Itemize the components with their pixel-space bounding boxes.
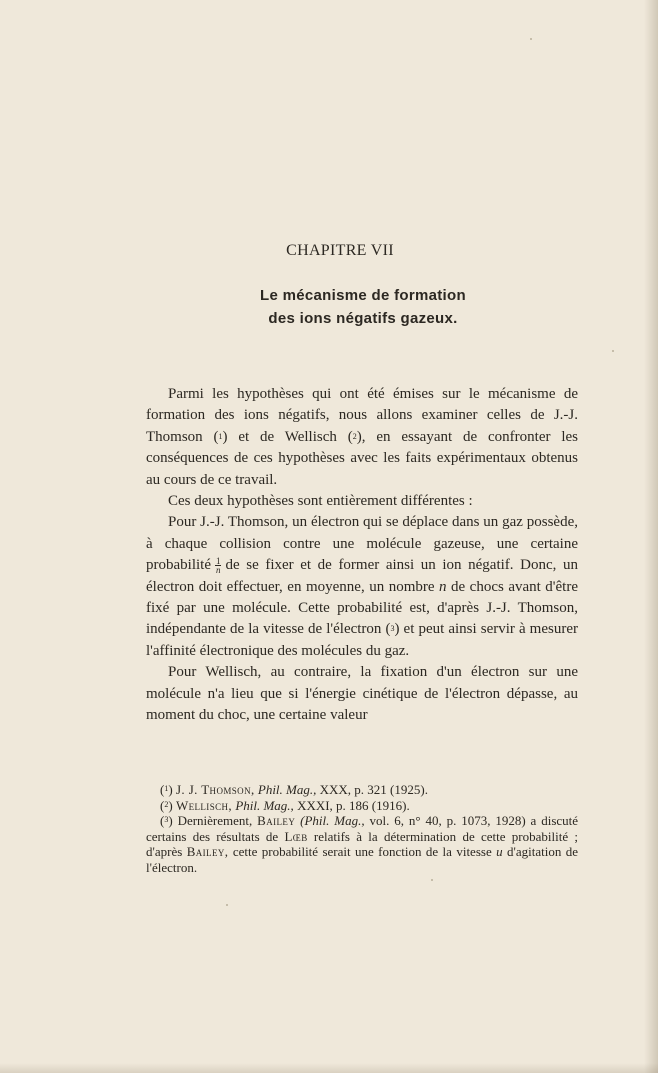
page-edge-shadow-right	[644, 0, 658, 1073]
footnote-3-text-c: relatifs à la détermination de cette probabilité ; d'après	[146, 828, 578, 860]
paragraph-1-text-c: ), en essayant de confronter les conséquences de ces hypothèses avec les faits expérimentaux obtenus au cours de ce travail.	[146, 428, 578, 488]
footnote-3-text-b: vol. 6, n° 40, p. 1073, 1928) a discuté certains des résultats de	[146, 813, 579, 844]
variable-n: n	[439, 578, 447, 595]
fraction-denominator: n	[215, 565, 221, 576]
fraction-numerator: 1	[215, 556, 221, 567]
paper-speck	[530, 38, 532, 40]
footnote-ref-2: 2	[352, 431, 357, 441]
footnote-2: ($^2$) Wellisch, Phil. Mag., XXXI, p. 186 (1916).	[160, 797, 410, 813]
paragraph-4: Pour Wellisch, au contraire, la fixation d'un électron sur une molécule n'a lieu que si l'énergie cinétique de l'électron dépasse, au moment du choc, une certaine valeur	[146, 664, 578, 724]
paragraph-3-text-d: ) et peut ainsi servir à mesurer l'affinité électronique des molécules du gaz.	[146, 621, 578, 659]
footnote-2-mark: 2	[164, 799, 169, 809]
footnote-3-author: Bailey	[257, 813, 296, 829]
footnotes	[146, 782, 578, 876]
paragraph-1	[146, 384, 578, 491]
chapter-heading: CHAPITRE VII	[286, 242, 394, 259]
paragraph-1-text-a: Parmi les hypothèses qui ont été émises sur le mécanisme de formation des ions négatifs, nous allons examiner celles de J.-J. Thomson (	[146, 386, 578, 445]
footnote-1: ($^1$) J. J. Thomson, Phil. Mag., XXX, p. 321 (1925).	[160, 782, 428, 797]
paragraph-1-text-b: ) et de Wellisch (	[222, 428, 353, 445]
fraction-one-over-n	[215, 557, 222, 574]
page-edge-shadow-bottom	[0, 1063, 658, 1073]
footnote-3-text-d: cette probabilité serait une fonction de la vitesse	[232, 844, 492, 860]
footnote-3-text-e: d'agitation de l'électron.	[146, 844, 579, 875]
paragraph-3-text-c: de chocs avant d'être fixé par une molécule. Cette probabilité est, d'après J.-J. Thomson, indépendante de la vitesse de l'électron (	[146, 578, 578, 638]
footnote-3: ($^3$) Dernièrement, Bailey (Phil. Mag., vol. 6, n° 40, p. 1073, 1928) a discuté certains des résultats de Lœb relatifs à la détermination de cette probabilité ; d'après Bailey, cette probabilité serait une fonction de la vitesse u d'agitation de l'électron.	[146, 813, 579, 875]
paper-speck	[431, 879, 433, 881]
paper-speck	[612, 350, 614, 352]
footnote-3-mark: 3	[164, 815, 169, 825]
chapter-title-line-2: des ions négatifs gazeux.	[268, 310, 458, 327]
footnote-1-mark: 1	[164, 784, 169, 793]
footnote-1-journal: Phil. Mag.,	[257, 782, 317, 797]
paragraph-3	[146, 512, 578, 662]
footnote-2-journal: Phil. Mag.,	[235, 797, 294, 813]
footnote-2-reference: XXXI, p. 186 (1916).	[297, 797, 410, 813]
paragraph-3-text-a: Pour J.-J. Thomson, un électron qui se déplace dans un gaz possède, à chaque collision contre une molécule gazeuse, une certaine probabilité	[146, 514, 578, 574]
footnote-3-text-a: Dernièrement,	[177, 813, 253, 829]
variable-u: u	[496, 844, 503, 860]
paragraph-2: Ces deux hypothèses sont entièrement différentes :	[168, 493, 473, 510]
footnote-3-author-2: Bailey,	[186, 844, 229, 860]
footnote-3-journal: (Phil. Mag.,	[300, 813, 365, 829]
chapter-title-line-1: Le mécanisme de formation	[260, 287, 466, 304]
footnote-1-reference: XXX, p. 321 (1925).	[319, 782, 428, 797]
footnote-3-loeb: Lœb	[284, 828, 308, 844]
footnote-1-author: J. J. Thomson,	[175, 782, 255, 797]
footnote-ref-1: 1	[218, 431, 223, 441]
footnote-2-author: Wellisch,	[175, 797, 233, 813]
body-text	[146, 384, 578, 727]
paragraph-3-text-b: de se fixer et de former ainsi un ion négatif. Donc, un électron doit effectuer, en moyenne, un nombre	[146, 557, 578, 595]
chapter-title	[0, 284, 658, 330]
footnote-ref-3: 3	[390, 624, 395, 634]
paper-speck	[226, 904, 228, 906]
